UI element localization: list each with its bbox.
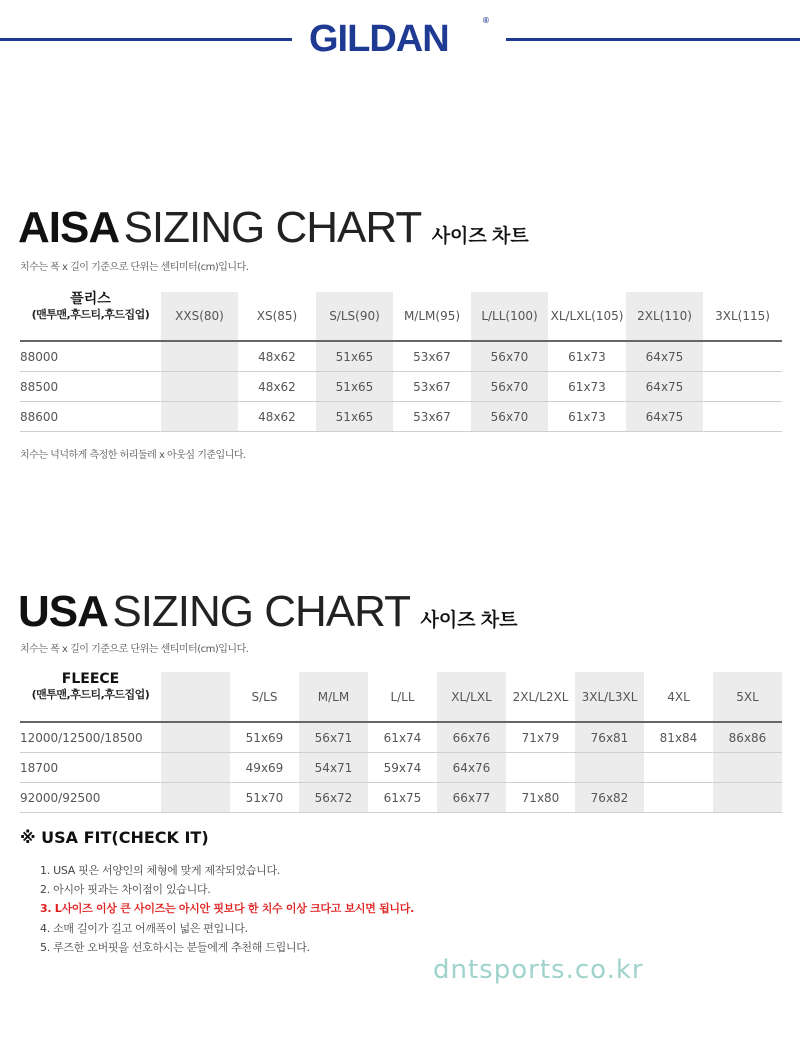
- size-value: 51x70: [245, 790, 284, 805]
- size-value: [713, 753, 782, 782]
- header-rule-right: [506, 38, 800, 41]
- asia-title-bold: AISA: [18, 203, 120, 252]
- size-value: [161, 753, 230, 782]
- size-value: 61x73: [568, 379, 606, 394]
- asia-size-table: [20, 292, 782, 433]
- size-value: 49x69: [245, 760, 284, 775]
- size-value: 64x76: [437, 753, 506, 782]
- category-name: 플리스: [70, 291, 111, 307]
- size-value: 48x62: [258, 379, 296, 394]
- gildan-logo: [309, 18, 491, 60]
- size-header: XL/LXL(105): [550, 309, 624, 323]
- size-value: 61x73: [568, 409, 606, 424]
- size-value: [161, 723, 230, 752]
- usa-unit-note: 치수는 폭 x 길이 기준으로 단위는 센티미터(cm)입니다.: [20, 644, 249, 655]
- category-subtitle: (맨투맨,후드티,후드집업): [31, 308, 150, 321]
- size-value: 71x79: [521, 730, 560, 745]
- size-value: [161, 342, 238, 371]
- fit-note-5: 5. 루즈한 오버핏을 선호하시는 분들에게 추천해 드립니다.: [40, 941, 310, 954]
- table-row: [20, 372, 782, 402]
- fit-note-3-highlight: 3. L사이즈 이상 큰 사이즈는 아시안 핏보다 한 치수 이상 크다고 보시면 됩니다.: [40, 902, 414, 915]
- model-number: 88600: [20, 409, 59, 424]
- category-name: FLEECE: [61, 671, 120, 687]
- asia-sizing-title: [18, 204, 529, 252]
- fit-note-2: 2. 아시아 핏과는 차이점이 있습니다.: [40, 883, 211, 896]
- size-header: 5XL: [713, 672, 782, 721]
- fit-note-1: 1. USA 핏은 서양인의 체형에 맞게 제작되었습니다.: [40, 864, 281, 877]
- registered-mark: ®: [483, 16, 489, 25]
- usa-table-header: [20, 672, 782, 723]
- usa-title-korean: 사이즈 차트: [420, 610, 518, 631]
- size-value: 66x76: [437, 723, 506, 752]
- size-value: 56x70: [471, 372, 548, 401]
- logo-text: GILDAN: [309, 18, 449, 60]
- size-header: 3XL/L3XL: [575, 672, 644, 721]
- size-value: 76x82: [575, 783, 644, 812]
- size-value: 81x84: [659, 730, 698, 745]
- size-value: 54x71: [299, 753, 368, 782]
- size-value: [161, 783, 230, 812]
- usa-title-light: SIZING CHART: [112, 587, 411, 636]
- usa-size-table: [20, 672, 782, 815]
- header-rule-left: [0, 38, 292, 41]
- size-value: 66x77: [437, 783, 506, 812]
- size-header: XXS(80): [161, 292, 238, 340]
- size-value: 48x62: [258, 409, 296, 424]
- model-number: 92000/92500: [20, 790, 101, 805]
- fit-note-4: 4. 소매 길이가 길고 어깨폭이 넓은 편입니다.: [40, 922, 248, 935]
- size-header: L/LL(100): [471, 292, 548, 340]
- size-value: [713, 783, 782, 812]
- site-watermark: dntsports.co.kr: [433, 955, 644, 985]
- category-header: [20, 672, 161, 721]
- size-value: 51x65: [316, 372, 393, 401]
- size-value: [703, 342, 782, 371]
- table-row: [20, 783, 782, 813]
- size-value: 48x62: [258, 349, 296, 364]
- size-value: 61x73: [568, 349, 606, 364]
- size-value: 53x67: [413, 409, 451, 424]
- asia-table-header: [20, 292, 782, 342]
- size-header: 3XL(115): [715, 309, 770, 323]
- size-value: [703, 402, 782, 431]
- size-header: 4XL: [667, 689, 690, 704]
- size-value: 56x70: [471, 402, 548, 431]
- size-value: 61x74: [383, 730, 422, 745]
- size-header: S/LS: [251, 689, 278, 704]
- usa-title-bold: USA: [18, 587, 108, 636]
- size-value: [506, 753, 575, 782]
- model-number: 88500: [20, 379, 59, 394]
- size-value: 64x75: [626, 402, 703, 431]
- size-value: 51x69: [245, 730, 284, 745]
- asia-measure-note: 치수는 넉넉하게 측정한 허리둘레 x 아웃심 기준입니다.: [20, 450, 246, 461]
- asia-title-light: SIZING CHART: [123, 203, 422, 252]
- size-value: 76x81: [575, 723, 644, 752]
- size-header: 2XL/L2XL: [512, 689, 569, 704]
- size-value: 86x86: [713, 723, 782, 752]
- size-value: [161, 402, 238, 431]
- category-subtitle: (맨투맨,후드티,후드집업): [31, 688, 150, 701]
- usa-fit-title: ※ USA FIT(CHECK IT): [20, 828, 209, 847]
- model-number: 12000/12500/18500: [20, 730, 143, 745]
- usa-sizing-title: [18, 588, 518, 636]
- size-value: 56x72: [299, 783, 368, 812]
- size-value: 53x67: [413, 379, 451, 394]
- size-header: [161, 672, 230, 721]
- size-header: M/LM: [299, 672, 368, 721]
- size-header: 2XL(110): [626, 292, 703, 340]
- model-number: 18700: [20, 760, 59, 775]
- category-header: [20, 292, 161, 340]
- size-value: 56x70: [471, 342, 548, 371]
- size-value: [161, 372, 238, 401]
- size-value: [644, 753, 713, 782]
- size-header: M/LM(95): [403, 309, 461, 323]
- asia-unit-note: 치수는 폭 x 길이 기준으로 단위는 센티미터(cm)입니다.: [20, 262, 249, 273]
- size-value: [703, 372, 782, 401]
- size-value: 64x75: [626, 342, 703, 371]
- asia-title-korean: 사이즈 차트: [431, 226, 529, 247]
- size-value: 61x75: [383, 790, 422, 805]
- table-row: [20, 753, 782, 783]
- size-header: L/LL: [390, 689, 415, 704]
- size-value: 56x71: [299, 723, 368, 752]
- table-row: [20, 723, 782, 753]
- size-value: [644, 783, 713, 812]
- size-value: 64x75: [626, 372, 703, 401]
- size-header: XS(85): [256, 309, 298, 323]
- size-value: [575, 753, 644, 782]
- table-row: [20, 342, 782, 372]
- size-header: S/LS(90): [316, 292, 393, 340]
- model-number: 88000: [20, 349, 59, 364]
- size-value: 51x65: [316, 342, 393, 371]
- size-header: XL/LXL: [437, 672, 506, 721]
- size-value: 71x80: [521, 790, 560, 805]
- table-row: [20, 402, 782, 432]
- size-value: 51x65: [316, 402, 393, 431]
- size-value: 59x74: [383, 760, 422, 775]
- size-value: 53x67: [413, 349, 451, 364]
